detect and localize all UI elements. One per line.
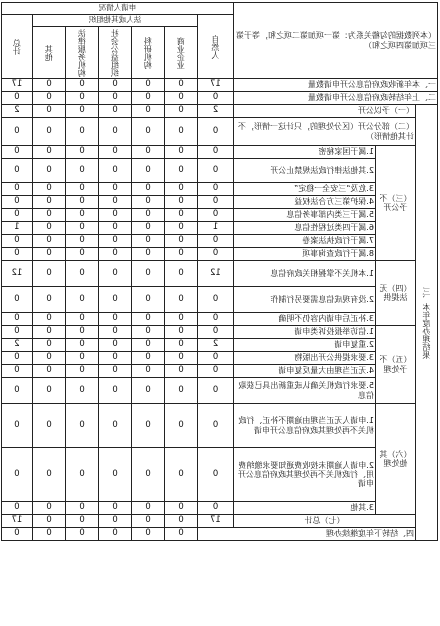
- applicant-situation-header: 申请人情况: [1, 3, 233, 15]
- cell: 0: [197, 287, 233, 313]
- cell: 0: [197, 146, 233, 159]
- cell: 0: [98, 313, 131, 326]
- cell: 0: [65, 313, 98, 326]
- table-row: [1, 235, 437, 248]
- cell: 0: [131, 502, 164, 515]
- cell: 0: [164, 159, 197, 183]
- cell: 0: [65, 209, 98, 222]
- cell: 0: [1, 528, 32, 541]
- cell: 0: [65, 159, 98, 183]
- cell: 0: [65, 352, 98, 365]
- cell: 0: [164, 404, 197, 448]
- row-label: 6.属于四类过程性信息: [233, 222, 375, 235]
- cell: 0: [164, 528, 197, 541]
- cell: 0: [65, 196, 98, 209]
- cell: 0: [131, 209, 164, 222]
- cell: 0: [1, 448, 32, 502]
- cell: 0: [164, 79, 197, 92]
- cell: 0: [32, 183, 65, 196]
- cell: 0: [32, 248, 65, 261]
- cell: 0: [1, 502, 32, 515]
- cell: 0: [32, 196, 65, 209]
- cell: 0: [98, 183, 131, 196]
- cell: 17: [1, 515, 32, 528]
- cell: 0: [32, 261, 65, 287]
- cell: 0: [164, 313, 197, 326]
- cell: 0: [98, 209, 131, 222]
- table-row: [1, 118, 437, 146]
- cell: 0: [32, 352, 65, 365]
- cell: 0: [1, 196, 32, 209]
- cell: 0: [65, 515, 98, 528]
- row-label: 4.保护第三方合法权益: [233, 196, 375, 209]
- table-row: [1, 248, 437, 261]
- cell: 0: [32, 222, 65, 235]
- cell: 0: [32, 448, 65, 502]
- cell: 0: [65, 287, 98, 313]
- social-welfare-header: 社会公益组织: [98, 27, 131, 79]
- cell: 0: [32, 159, 65, 183]
- cell: 0: [1, 235, 32, 248]
- table-row: [1, 528, 437, 541]
- group-six-label: （六）其他处理: [376, 404, 416, 515]
- cell: 0: [65, 502, 98, 515]
- cell: 2: [197, 105, 233, 118]
- cell: 0: [197, 209, 233, 222]
- cell: 0: [1, 146, 32, 159]
- cell: 0: [197, 313, 233, 326]
- table-row: [1, 92, 437, 105]
- cell: 0: [65, 248, 98, 261]
- cell: 0: [32, 378, 65, 404]
- table-row: [1, 378, 437, 404]
- cell: 0: [164, 287, 197, 313]
- cell: 0: [98, 235, 131, 248]
- cell: 0: [164, 339, 197, 352]
- row-label: （一）予以公开: [233, 105, 415, 118]
- cell: 0: [131, 326, 164, 339]
- cell: 0: [164, 502, 197, 515]
- cell: 0: [98, 248, 131, 261]
- row-label: 3.其他: [233, 502, 375, 515]
- cell: 0: [98, 528, 131, 541]
- cell: 0: [197, 159, 233, 183]
- other-header: 其他: [32, 27, 65, 79]
- row-label: 4.无正当理由大量反复申请: [233, 365, 375, 378]
- cell: 0: [98, 502, 131, 515]
- cell: 0: [98, 287, 131, 313]
- cell: 0: [1, 313, 32, 326]
- cell: 0: [65, 92, 98, 105]
- cell: 0: [32, 209, 65, 222]
- row-label: 1.申请人无正当理由逾期不补正、行政机关不再处理其政府信息公开申请: [233, 404, 375, 448]
- cell: 0: [32, 235, 65, 248]
- commercial-header: 商业企业: [164, 27, 197, 79]
- table-row: [1, 502, 437, 515]
- cell: 12: [1, 261, 32, 287]
- row-label: 3.补正后申请内容仍不明确: [233, 313, 375, 326]
- cell: 0: [32, 528, 65, 541]
- cell: 0: [65, 222, 98, 235]
- row-label: 5.属于三类内部事务信息: [233, 209, 375, 222]
- cell: 0: [32, 339, 65, 352]
- cell: 0: [164, 365, 197, 378]
- cell: 0: [1, 287, 32, 313]
- row-label: 3.要求提供公开出版物: [233, 352, 375, 365]
- cell: 0: [65, 365, 98, 378]
- cell: 0: [65, 339, 98, 352]
- cell: 0: [98, 404, 131, 448]
- cell: 0: [98, 146, 131, 159]
- cell: 0: [32, 118, 65, 146]
- row-label: 1.本机关不掌握相关政府信息: [233, 261, 375, 287]
- cell: 0: [164, 105, 197, 118]
- cell: 0: [65, 528, 98, 541]
- cell: 0: [1, 248, 32, 261]
- row-label: 2.重复申请: [233, 339, 375, 352]
- cell: 2: [1, 339, 32, 352]
- cell: 0: [197, 248, 233, 261]
- cell: 0: [98, 92, 131, 105]
- cell: 0: [65, 261, 98, 287]
- cell: 0: [131, 528, 164, 541]
- cell: 0: [98, 352, 131, 365]
- cell: 0: [65, 146, 98, 159]
- table-row: [1, 448, 437, 502]
- natural-person-header: 自然人: [197, 15, 233, 79]
- table-row: [1, 196, 437, 209]
- cell: 0: [98, 118, 131, 146]
- cell: 0: [65, 118, 98, 146]
- cell: 0: [98, 326, 131, 339]
- cell: 17: [1, 79, 32, 92]
- cell: 2: [1, 105, 32, 118]
- row-label: 一、本年新收政府信息公开申请数量: [233, 79, 437, 92]
- cell: 0: [32, 404, 65, 448]
- cell: 0: [131, 404, 164, 448]
- cell: 0: [164, 118, 197, 146]
- cell: 0: [1, 352, 32, 365]
- legal-group-header: 法人或其他组织: [32, 15, 197, 27]
- cell: 1: [197, 222, 233, 235]
- cell: 0: [32, 105, 65, 118]
- cell: 0: [98, 261, 131, 287]
- cell: 0: [131, 448, 164, 502]
- table-row: [1, 261, 437, 287]
- cell: 0: [98, 515, 131, 528]
- cell: 2: [197, 339, 233, 352]
- cell: 0: [131, 339, 164, 352]
- cell: 0: [32, 365, 65, 378]
- group-three-label: （三）不予公开: [376, 146, 416, 261]
- row-label: 5.要求行政机关确认或重新出具已获取信息: [233, 378, 375, 404]
- row-label: 8.属于行政查询事项: [233, 248, 375, 261]
- cell: 0: [131, 196, 164, 209]
- cell: 0: [197, 502, 233, 515]
- cell: 0: [197, 365, 233, 378]
- cell: 0: [164, 248, 197, 261]
- cell: 0: [1, 365, 32, 378]
- row-label: 2.申请人逾期未按收费通知要求缴纳费用、行政机关不再处理其政府信息公开申请: [233, 448, 375, 502]
- cell: 0: [98, 448, 131, 502]
- table-row: [1, 222, 437, 235]
- section-three-label: 三、本年度办理结果: [416, 105, 438, 541]
- cell: 0: [1, 159, 32, 183]
- row-label: 1.信访举报投诉类申请: [233, 326, 375, 339]
- cell: 0: [1, 118, 32, 146]
- cell: 0: [164, 222, 197, 235]
- cell: 0: [131, 159, 164, 183]
- table-row: [1, 79, 437, 92]
- legal-service-header: 法律服务机构: [65, 27, 98, 79]
- cell: 0: [164, 515, 197, 528]
- cell: 0: [197, 92, 233, 105]
- row-label: （七）总计: [233, 515, 415, 528]
- cell: 0: [32, 287, 65, 313]
- row-label: 二、上年结转政府信息公开申请数量: [233, 92, 437, 105]
- cell: 0: [164, 196, 197, 209]
- table-row: [1, 159, 437, 183]
- corner-note: （本列数据的勾稽关系为：第一项加第二项之和，等于第三项加第四项之和）: [233, 3, 437, 79]
- table-row: [1, 287, 437, 313]
- cell: 0: [197, 196, 233, 209]
- cell: 0: [197, 378, 233, 404]
- table-row: [1, 105, 437, 118]
- cell: 0: [98, 196, 131, 209]
- table-row: [1, 183, 437, 196]
- cell: 0: [98, 159, 131, 183]
- cell: 0: [197, 352, 233, 365]
- cell: 0: [197, 235, 233, 248]
- table-row: [1, 404, 437, 448]
- cell: 0: [131, 118, 164, 146]
- table-row: [1, 146, 437, 159]
- cell: 0: [131, 287, 164, 313]
- total-header: 总计: [1, 15, 32, 79]
- group-five-label: （五）不予处理: [376, 326, 416, 404]
- cell: 0: [32, 502, 65, 515]
- cell: 0: [98, 222, 131, 235]
- cell: 1: [1, 222, 32, 235]
- research-header: 科研机构: [131, 27, 164, 79]
- disclosure-table: [1, 2, 438, 541]
- cell: 0: [131, 79, 164, 92]
- cell: 0: [32, 313, 65, 326]
- row-label: （二）部分公开（区分处理的，只计这一情形，不计其他情形）: [233, 118, 415, 146]
- cell: 0: [131, 261, 164, 287]
- cell: 0: [32, 92, 65, 105]
- cell: 17: [197, 79, 233, 92]
- cell: 0: [1, 209, 32, 222]
- cell: 0: [65, 79, 98, 92]
- cell: 0: [131, 222, 164, 235]
- cell: 0: [1, 326, 32, 339]
- cell: 0: [197, 326, 233, 339]
- cell: 0: [164, 326, 197, 339]
- row-label: 2.没有现成信息需要另行制作: [233, 287, 375, 313]
- cell: 0: [65, 404, 98, 448]
- cell: 0: [32, 79, 65, 92]
- cell: 0: [164, 378, 197, 404]
- cell: 0: [164, 146, 197, 159]
- cell: 0: [32, 326, 65, 339]
- cell: 0: [131, 515, 164, 528]
- table-row: [1, 326, 437, 339]
- cell: 0: [65, 378, 98, 404]
- cell: 0: [98, 365, 131, 378]
- row-label: 7.属于行政执法案卷: [233, 235, 375, 248]
- cell: 0: [65, 235, 98, 248]
- cell: 0: [131, 105, 164, 118]
- cell: 0: [98, 378, 131, 404]
- table-row: [1, 339, 437, 352]
- row-label: 3.危及“三安全一稳定”: [233, 183, 375, 196]
- cell: 0: [131, 248, 164, 261]
- cell: 0: [1, 183, 32, 196]
- cell: 0: [164, 92, 197, 105]
- cell: 0: [164, 352, 197, 365]
- cell: 12: [197, 261, 233, 287]
- cell: 0: [164, 261, 197, 287]
- cell: 0: [98, 105, 131, 118]
- cell: 0: [131, 235, 164, 248]
- cell: 0: [32, 515, 65, 528]
- table-row: [1, 365, 437, 378]
- cell: 0: [65, 448, 98, 502]
- cell: 0: [65, 105, 98, 118]
- row-label: 2.其他法律行政法规禁止公开: [233, 159, 375, 183]
- cell: 0: [65, 183, 98, 196]
- cell: 0: [131, 183, 164, 196]
- table-row: [1, 352, 437, 365]
- cell: 0: [131, 378, 164, 404]
- row-label: 1.属于国家秘密: [233, 146, 375, 159]
- cell: 0: [131, 92, 164, 105]
- cell: 0: [32, 146, 65, 159]
- cell: 0: [1, 404, 32, 448]
- cell: 0: [98, 339, 131, 352]
- table-row: [1, 515, 437, 528]
- table-row: [1, 209, 437, 222]
- cell: 0: [131, 146, 164, 159]
- group-four-label: （四）无法提供: [376, 261, 416, 326]
- cell: 0: [164, 209, 197, 222]
- cell: 0: [98, 79, 131, 92]
- cell: 0: [197, 404, 233, 448]
- cell: 0: [65, 326, 98, 339]
- cell: 0: [1, 378, 32, 404]
- cell: 0: [197, 448, 233, 502]
- cell: 0: [164, 235, 197, 248]
- cell: 0: [131, 352, 164, 365]
- cell: 0: [197, 118, 233, 146]
- table-row: [1, 313, 437, 326]
- cell: 0: [1, 92, 32, 105]
- cell: 17: [197, 515, 233, 528]
- cell: 0: [164, 183, 197, 196]
- cell: 0: [164, 448, 197, 502]
- cell: 0: [131, 365, 164, 378]
- cell: 0: [197, 183, 233, 196]
- cell: 0: [131, 313, 164, 326]
- row-label: 四、结转下年度继续办理: [197, 528, 415, 541]
